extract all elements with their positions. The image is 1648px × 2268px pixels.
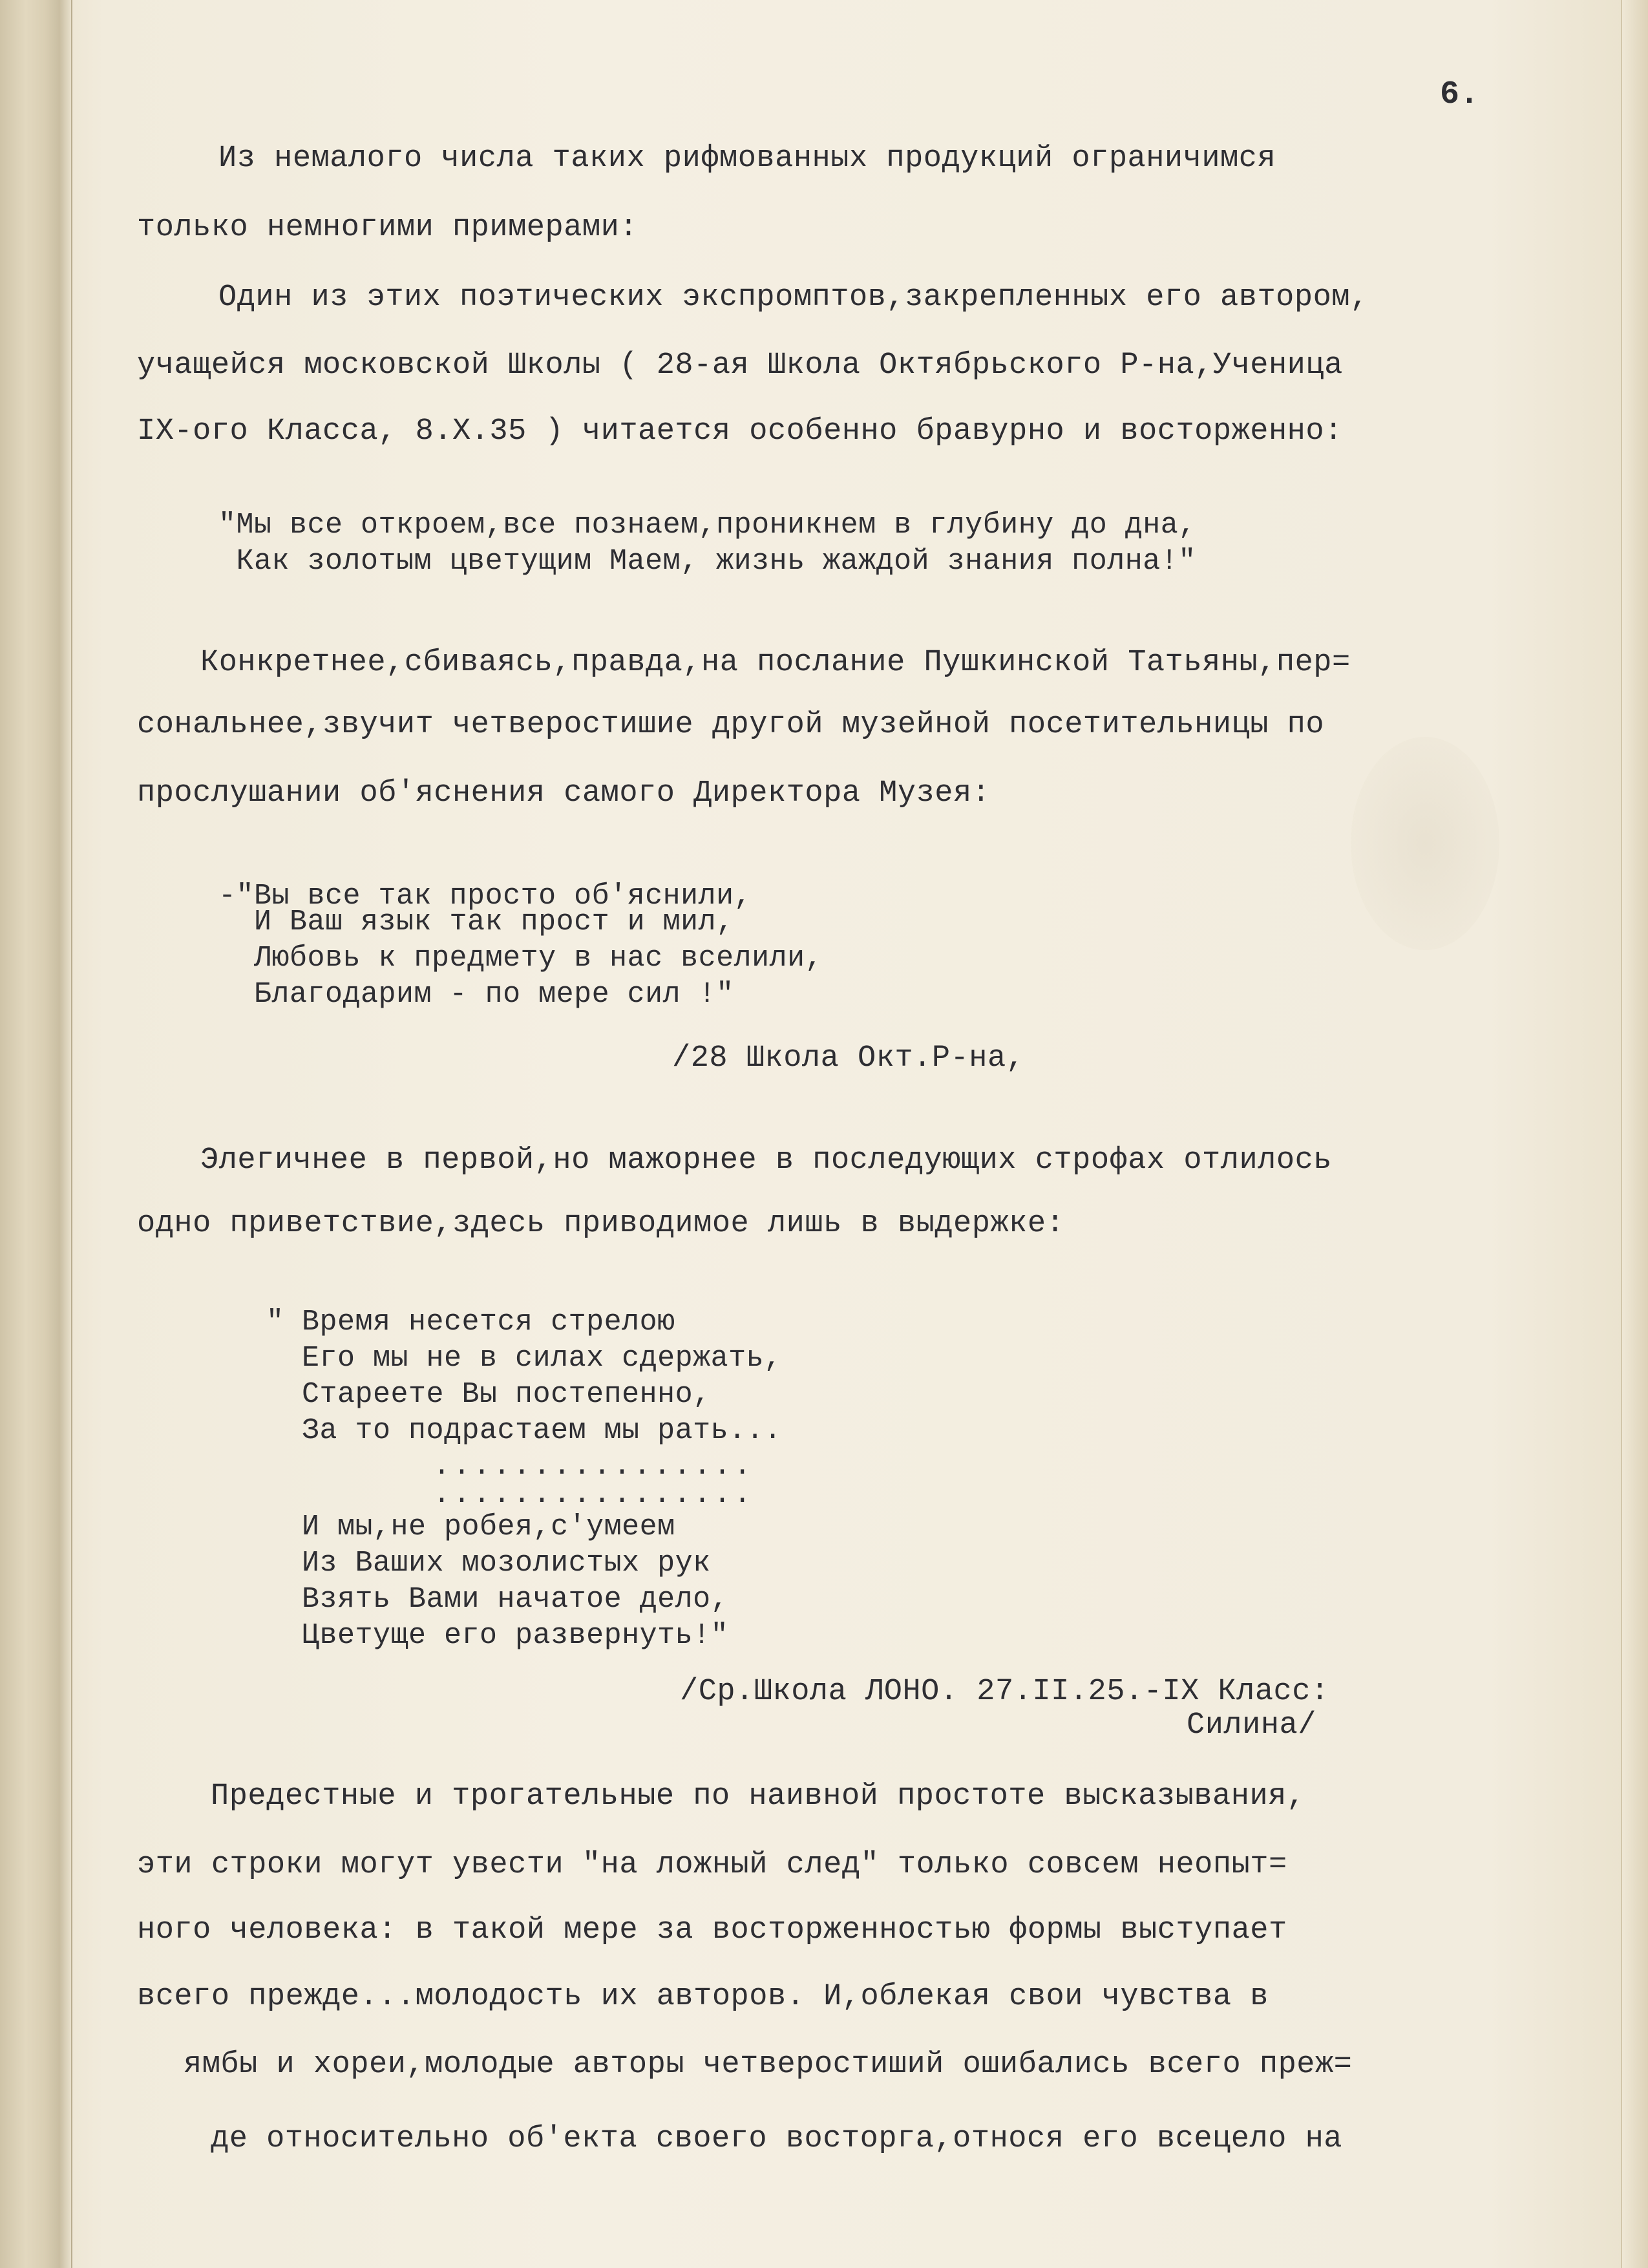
paragraph-line: прослушании об'яснения самого Директора Музея: [137, 776, 991, 811]
paragraph-line: сональнее,звучит четверостишие другой музейной посетительницы по [137, 708, 1325, 742]
paragraph-line: IX-ого Класса, 8.X.35 ) читается особенно бравурно и восторженно: [137, 414, 1343, 449]
paragraph-line: одно приветствие,здесь приводимое лишь в выдержке: [137, 1207, 1065, 1241]
paragraph-line: де относительно об'екта своего восторга,относя его всецело на [211, 2122, 1342, 2156]
poem-signature-name: Силина/ [1187, 1708, 1316, 1743]
poem-line: " Время несется стрелою [266, 1306, 675, 1339]
poem-signature: /28 Школа Окт.Р-на, [672, 1041, 1025, 1076]
page-binding [0, 0, 72, 2268]
page-edge [1621, 0, 1648, 2268]
poem-line: Благодарим - по мере сил !" [218, 978, 734, 1011]
poem-line: И мы,не робея,с'умеем [266, 1510, 675, 1543]
poem-line: Взять Вами начатое дело, [266, 1583, 729, 1616]
paragraph-line: учащейся московской Школы ( 28-ая Школа Октябрьского Р-на,Ученица [137, 348, 1343, 383]
poem-line: Его мы не в силах сдержать, [266, 1342, 782, 1375]
ellipsis-dots: ................ [433, 1478, 754, 1511]
paper-stain [1351, 737, 1499, 950]
poem-line: Стареете Вы постепенно, [266, 1378, 711, 1411]
paragraph-line: только немногими примерами: [137, 211, 639, 245]
poem-line: Как золотым цветущим Маем, жизнь жаждой знания полна!" [218, 545, 1196, 578]
ellipsis-dots: ................ [433, 1450, 754, 1483]
poem-line: "Мы все откроем,все познаем,проникнем в глубину до дна, [218, 509, 1196, 542]
paragraph-line: Элегичнее в первой,но мажорнее в последующих строфах отлилось [200, 1143, 1332, 1178]
paragraph-line: ного человека: в такой мере за восторженностью формы выступает [137, 1913, 1287, 1947]
paragraph-line: ямбы и хореи,молодые авторы четверостиший ошибались всего преж= [184, 2048, 1353, 2082]
poem-signature: /Ср.Школа ЛОНО. 27.II.25.-IX Класс: [680, 1675, 1329, 1709]
paragraph-line: Конкретнее,сбиваясь,правда,на послание Пушкинской Татьяны,пер= [200, 646, 1351, 680]
paragraph-line: Из немалого числа таких рифмованных продукций ограничимся [218, 142, 1276, 176]
poem-line: Из Ваших мозолистых рук [266, 1547, 711, 1580]
poem-line: И Ваш язык так прост и мил, [218, 906, 734, 938]
paragraph-line: всего прежде...молодость их авторов. И,облекая свои чувства в [137, 1980, 1269, 2014]
page-number: 6. [1440, 76, 1480, 113]
paragraph-line: Один из этих поэтических экспромптов,закрепленных его автором, [218, 281, 1369, 315]
poem-line: Любовь к предмету в нас вселили, [218, 942, 823, 975]
paragraph-line: эти строки могут увести "на ложный след" только совсем неопыт= [137, 1848, 1287, 1882]
paragraph-line: Предестные и трогательные по наивной простоте высказывания, [211, 1779, 1305, 1814]
poem-line: Цветуще его развернуть!" [266, 1619, 729, 1652]
poem-line: -"Вы все так просто об'яснили, [218, 880, 752, 913]
poem-line: За то подрастаем мы рать... [266, 1414, 782, 1447]
